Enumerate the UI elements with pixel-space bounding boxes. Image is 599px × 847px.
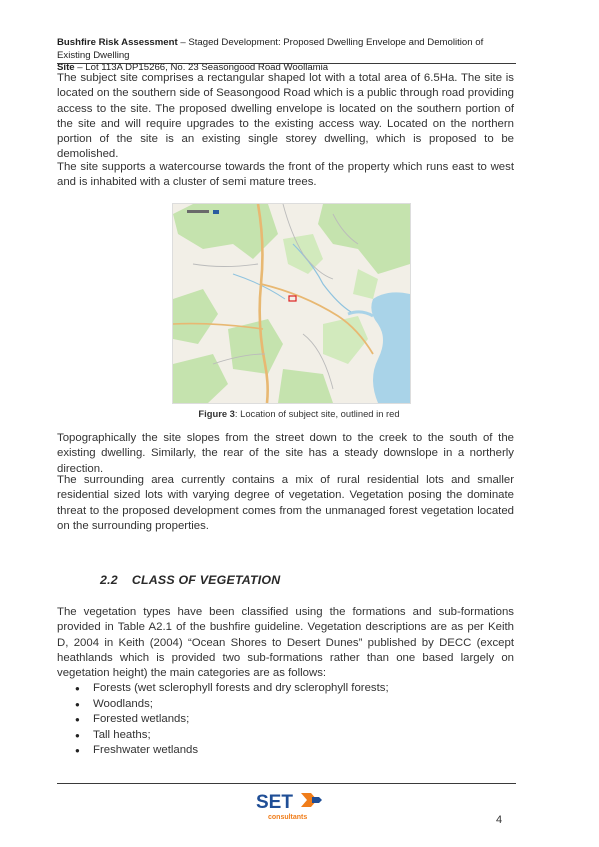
header-report-subtitle: – Staged Development: Proposed Dwelling Envelope and Demolition of Existing Dwelling bbox=[57, 37, 484, 61]
location-map bbox=[173, 204, 410, 403]
list-item: ● Forests (wet sclerophyll forests and dry sclerophyll forests; bbox=[57, 681, 389, 697]
list-item: ● Freshwater wetlands bbox=[57, 743, 389, 759]
page-number: 4 bbox=[496, 814, 503, 826]
header-line-1 bbox=[57, 37, 517, 62]
page-header bbox=[57, 37, 517, 75]
header-report-title: Bushfire Risk Assessment bbox=[57, 37, 178, 48]
figure-caption-label: Figure 3 bbox=[198, 408, 235, 419]
section-title: CLASS OF VEGETATION bbox=[131, 573, 281, 587]
logo-mark bbox=[254, 789, 324, 823]
logo-text: SET bbox=[256, 792, 293, 813]
paragraph-site-description: The subject site comprises a rectangular shaped lot with a total area of 6.5Ha. The site is located on the southern side of Seasongood Road which is a public through road providing access to the site. The proposed dwelling envelope is located on the southern portion of the site and will require upgrades to the existing access way. Located on the northern portion of the site is an existing single storey dwelling, which is proposed to be demolished. bbox=[57, 72, 514, 161]
list-item: ● Woodlands; bbox=[57, 697, 389, 713]
header-divider bbox=[57, 63, 516, 64]
paragraph-topography: Topographically the site slopes from the street down to the creek to the south of the existing dwelling. Similarly, the rear of the site has a steady downslope in a northerly direction. bbox=[57, 432, 514, 475]
set-consultants-logo bbox=[254, 789, 324, 823]
vegetation-category-list bbox=[57, 681, 389, 759]
list-item: ● Forested wetlands; bbox=[57, 712, 389, 728]
footer-divider bbox=[57, 783, 516, 784]
figure-caption bbox=[57, 408, 541, 419]
list-item: ● Tall heaths; bbox=[57, 728, 389, 744]
header-site-label: Site bbox=[57, 62, 75, 73]
paragraph-surrounding-area: The surrounding area currently contains a mix of rural residential lots and smaller residential sized lots with varying degree of vegetation. Vegetation posing the dominate threat to the proposed development comes from the unmanaged forest vegetation located on the surrounding properties. bbox=[57, 474, 514, 532]
header-site-address: – Lot 113A DP15266, No. 23 Seasongood Road Woollamia bbox=[74, 62, 329, 73]
paragraph-watercourse: The site supports a watercourse towards the front of the property which runs east to west and is inhabited with a cluster of semi mature trees. bbox=[57, 161, 514, 189]
section-number: 2.2 bbox=[100, 573, 118, 587]
section-heading bbox=[100, 573, 280, 587]
paragraph-vegetation-types: The vegetation types have been classified using the formations and sub-formations provided in Table A2.1 of the bushfire guideline. Vegetation descriptions are as per Keith D, 2004 in Keith (2004) “Ocean Shores to Desert Dunes” published by DECC (except heathlands which is provided two sub-formations rather than one based largely on vegetation height) the main categories are as follows: bbox=[57, 606, 514, 680]
figure-caption-text: : Location of subject site, outlined in red bbox=[234, 408, 400, 419]
logo-subtext: consultants bbox=[268, 814, 308, 821]
location-map-figure bbox=[172, 203, 411, 404]
